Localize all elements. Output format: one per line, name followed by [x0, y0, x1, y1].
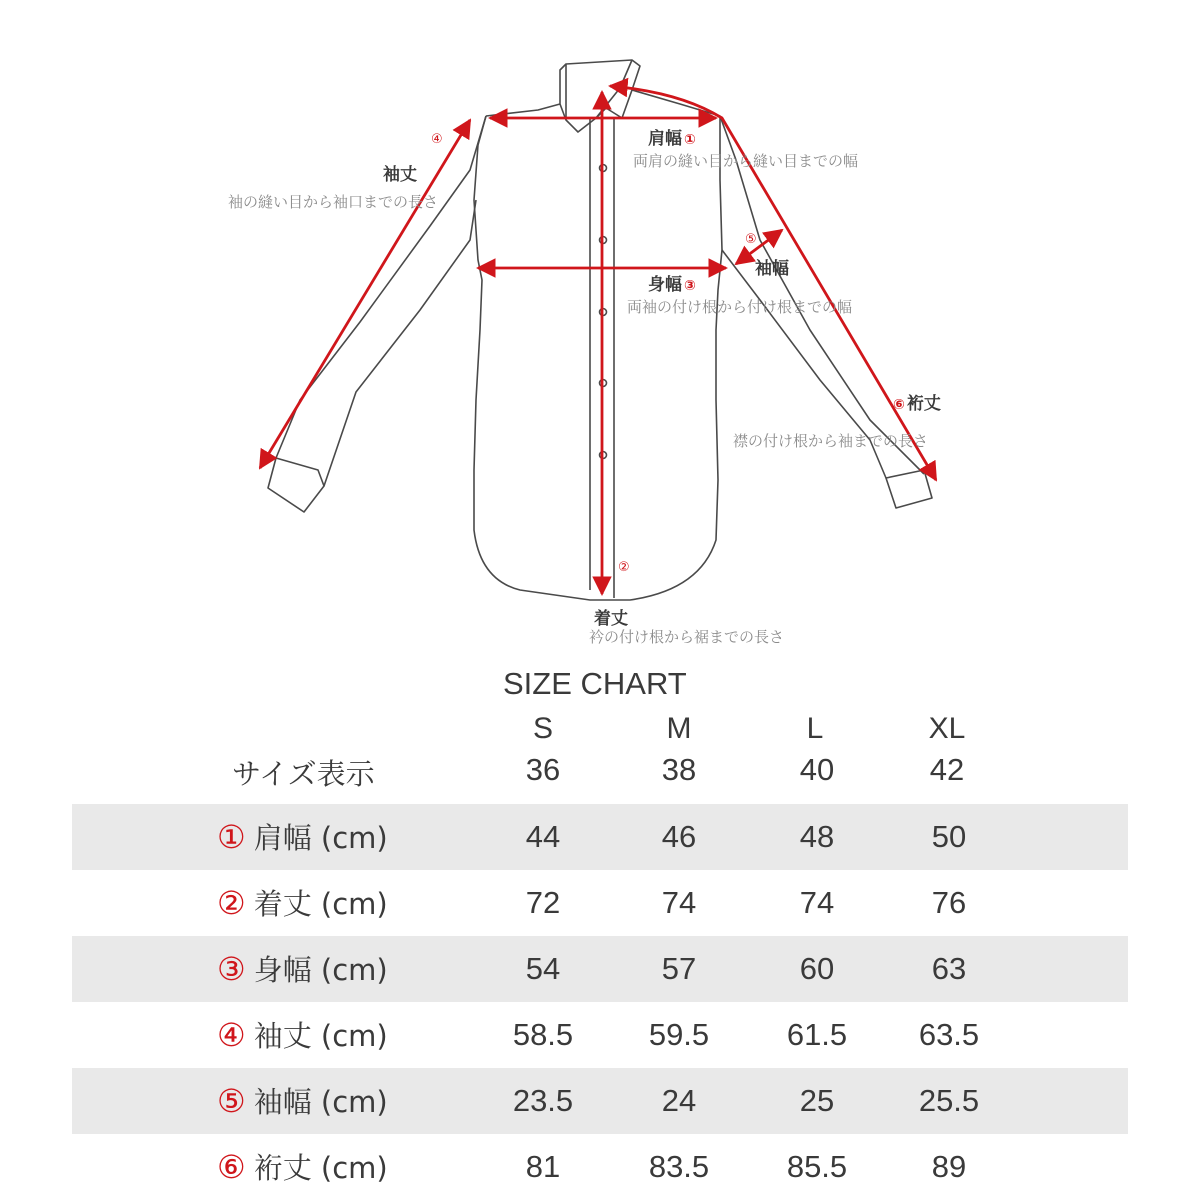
size-number-m: 38	[661, 752, 697, 787]
chest-number: ③	[684, 278, 696, 294]
sleeve-title: 袖丈	[383, 165, 417, 185]
cell-s: 72	[525, 885, 561, 920]
length-title: 着丈	[594, 609, 628, 629]
length-description: 衿の付け根から裾までの長さ	[589, 628, 785, 646]
armhole-number: ⑤	[745, 232, 757, 247]
row-label: ③ 身幅 (cm)	[217, 950, 388, 988]
chest-description: 両袖の付け根から付け根までの幅	[627, 298, 853, 316]
cell-xl: 76	[931, 885, 967, 920]
size-number-s: 36	[525, 752, 561, 787]
row-label: ⑥ 裄丈 (cm)	[217, 1148, 388, 1186]
yuki-description: 襟の付け根から袖までの長さ	[733, 432, 929, 450]
cell-l: 60	[799, 951, 835, 986]
sleeve-arrow	[260, 120, 470, 468]
size-chart-title: SIZE CHART	[503, 666, 687, 701]
cell-xl: 89	[931, 1149, 967, 1184]
cell-m: 57	[661, 951, 697, 986]
size-header-m: M	[666, 712, 692, 745]
shirt-outline	[268, 60, 932, 600]
yuki-number: ⑥	[893, 397, 905, 413]
cell-m: 74	[661, 885, 697, 920]
cell-xl: 63	[931, 951, 967, 986]
cell-xl: 25.5	[918, 1083, 980, 1118]
cell-m: 46	[661, 819, 697, 854]
table-row-chest	[72, 936, 1128, 1002]
cell-l: 25	[799, 1083, 835, 1118]
row-label: ① 肩幅 (cm)	[217, 818, 388, 856]
cell-xl: 50	[931, 819, 967, 854]
cell-s: 58.5	[512, 1017, 574, 1052]
cell-l: 48	[799, 819, 835, 854]
table-row-length	[72, 870, 1128, 936]
row-label: ⑤ 袖幅 (cm)	[217, 1082, 388, 1120]
cell-m: 83.5	[648, 1149, 710, 1184]
cell-s: 54	[525, 951, 561, 986]
sleeve-number: ④	[431, 132, 443, 147]
length-number: ②	[618, 560, 630, 575]
table-row-sleeve	[72, 1002, 1128, 1068]
cell-l: 85.5	[786, 1149, 848, 1184]
cell-s: 44	[525, 819, 561, 854]
shoulder-description: 両肩の縫い目から縫い目までの幅	[633, 152, 859, 170]
shoulder-number: ①	[684, 132, 696, 148]
sleeve-description: 袖の縫い目から袖口までの長さ	[228, 193, 439, 211]
shoulder-title: 肩幅 ①	[648, 129, 696, 149]
table-row-shoulder	[72, 804, 1128, 870]
size-header-xl: XL	[928, 712, 966, 745]
cell-l: 61.5	[786, 1017, 848, 1052]
armhole-title: 袖幅	[755, 259, 789, 279]
cell-m: 24	[661, 1083, 697, 1118]
size-header-l: L	[806, 712, 824, 745]
table-row-armhole	[72, 1068, 1128, 1134]
cell-l: 74	[799, 885, 835, 920]
cell-xl: 63.5	[918, 1017, 980, 1052]
size-number-xl: 42	[929, 752, 965, 787]
size-header-s: S	[532, 712, 553, 745]
table-row-yuki	[72, 1134, 1128, 1200]
row-label: ② 着丈 (cm)	[217, 884, 388, 922]
yuki-title: ⑥ 裄丈	[893, 394, 941, 414]
cell-s: 81	[525, 1149, 561, 1184]
size-number-l: 40	[799, 752, 835, 787]
cell-m: 59.5	[648, 1017, 710, 1052]
size-display-label: サイズ表示	[232, 757, 375, 791]
chest-title: 身幅 ③	[648, 275, 696, 295]
row-label: ④ 袖丈 (cm)	[217, 1016, 388, 1054]
cell-s: 23.5	[512, 1083, 574, 1118]
